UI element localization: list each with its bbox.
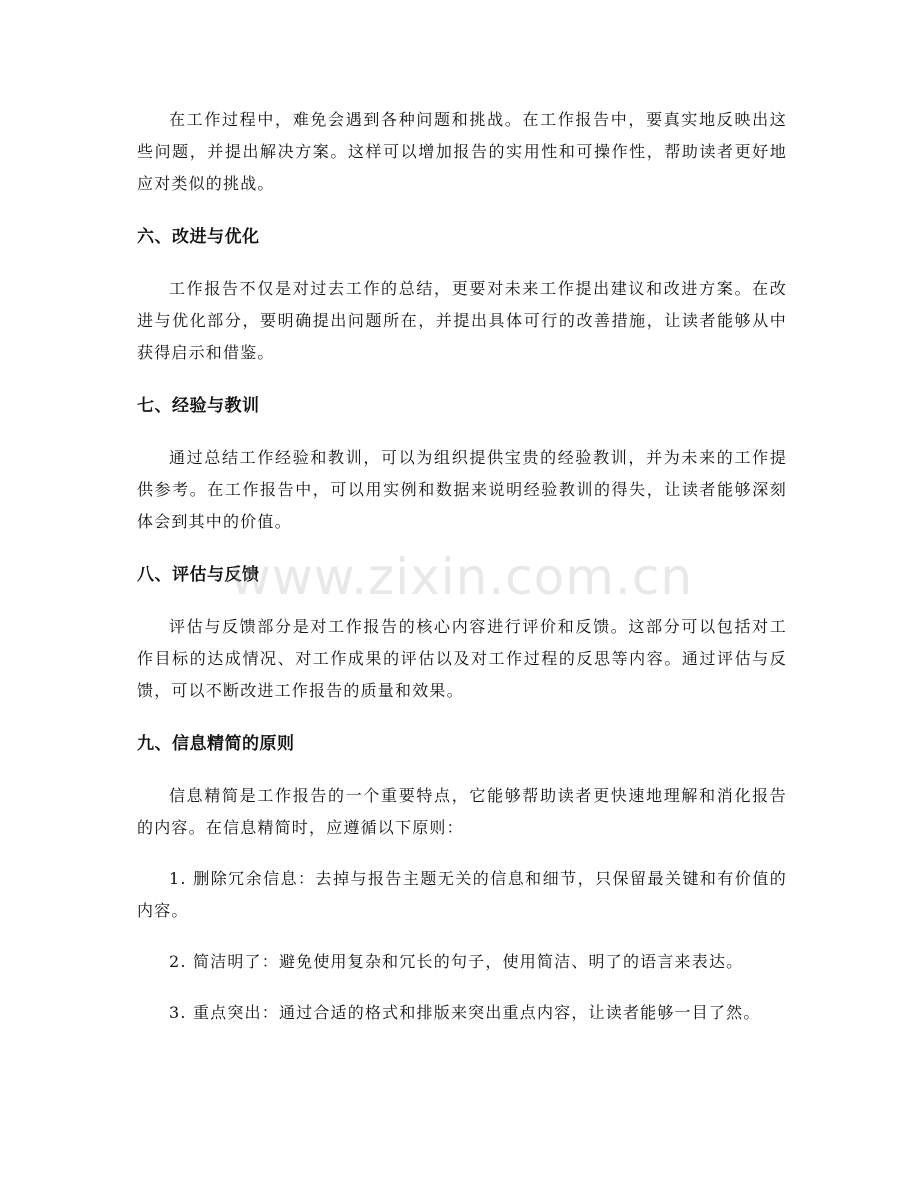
section-body-6: 工作报告不仅是对过去工作的总结，更要对未来工作提出建议和改进方案。在改进与优化部分，要明确提出问题所在，并提出具体可行的改善措施，让读者能够从中获得启示和借鉴。 — [137, 279, 787, 362]
watermark-text: www.zixin.com.cn — [230, 548, 694, 606]
section-body-8: 评估与反馈部分是对工作报告的核心内容进行评价和反馈。这部分可以包括对工作目标的达成情况、对工作成果的评估以及对工作过程的反思等内容。通过评估与反馈，可以不断改进工作报告的质量和效果。 — [137, 617, 787, 700]
spacer — [137, 200, 787, 221]
spacer — [137, 707, 787, 728]
spacer — [137, 760, 787, 780]
intro-paragraph: 在工作过程中，难免会遇到各种问题和挑战。在工作报告中，要真实地反映出这些问题，并提出解决方案。这样可以增加报告的实用性和可操作性，帮助读者更好地应对类似的挑战。 — [137, 110, 787, 193]
document-body — [137, 104, 787, 1029]
spacer — [137, 538, 787, 559]
spacer — [137, 422, 787, 442]
list-item-2: 2. 简洁明了：避免使用复杂和冗长的句子，使用简洁、明了的语言来表达。 — [169, 952, 744, 971]
spacer — [137, 927, 787, 946]
section-body-7: 通过总结工作经验和教训，可以为组织提供宝贵的经验教训，并为未来的工作提供参考。在工作报告中，可以用实例和数据来说明经验教训的得失，让读者能够深刻体会到其中的价值。 — [137, 448, 787, 531]
list-item-1: 1. 删除冗余信息：去掉与报告主题无关的信息和细节，只保留最关键和有价值的内容。 — [137, 869, 787, 920]
section-heading-6: 六、改进与优化 — [137, 227, 260, 247]
spacer — [137, 978, 787, 997]
spacer — [137, 844, 787, 863]
spacer — [137, 253, 787, 273]
spacer — [137, 369, 787, 390]
list-item-3: 3. 重点突出：通过合适的格式和排版来突出重点内容，让读者能够一目了然。 — [169, 1003, 761, 1022]
section-heading-9: 九、信息精简的原则 — [137, 734, 295, 754]
section-body-9: 信息精简是工作报告的一个重要特点，它能够帮助读者更快速地理解和消化报告的内容。在信息精简时，应遵循以下原则： — [137, 786, 787, 837]
section-heading-8: 八、评估与反馈 — [137, 565, 260, 585]
section-heading-7: 七、经验与教训 — [137, 396, 260, 416]
spacer — [137, 591, 787, 611]
